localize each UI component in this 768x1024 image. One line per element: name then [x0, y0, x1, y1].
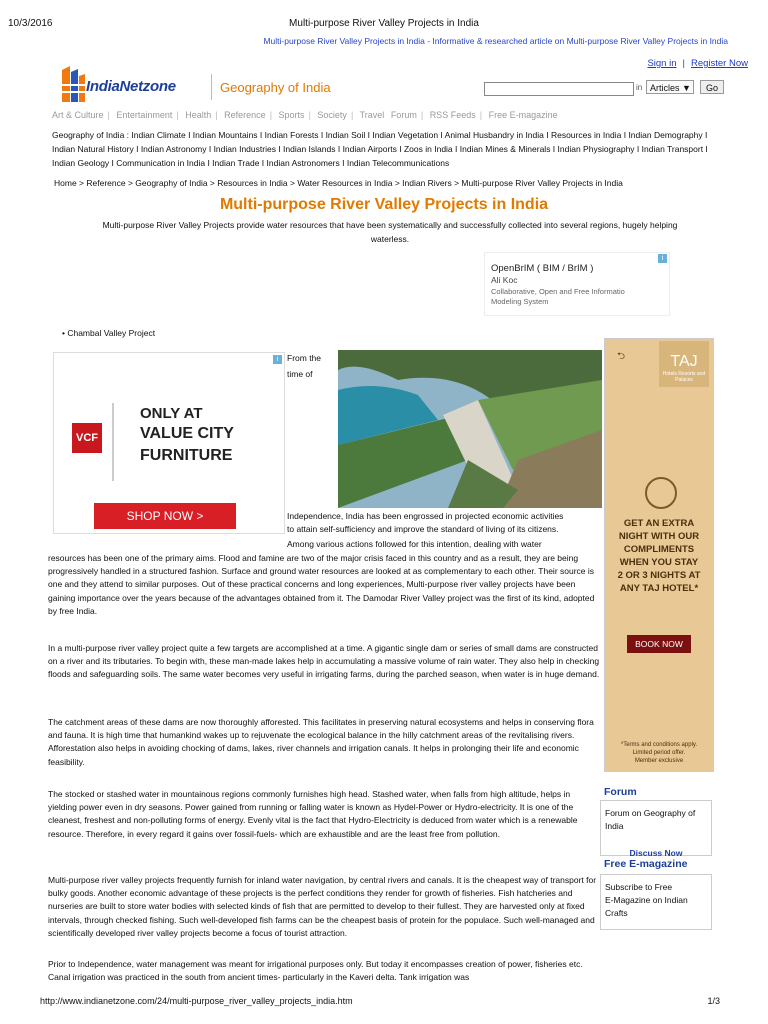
openbrim-ad-desc: Collaborative, Open and Free Informatio — [491, 287, 625, 296]
adchoices-icon[interactable]: i — [658, 254, 667, 263]
nav-travel[interactable]: Travel — [359, 110, 385, 120]
emagazine-text-2[interactable]: E-Magazine on Indian Crafts — [605, 895, 688, 918]
openbrim-ad-author: Ali Koc — [491, 275, 518, 285]
taj-offer-line: ANY TAJ HOTEL* — [619, 583, 699, 594]
article-paragraph-1: resources has been one of the primary aims. Flood and famine are two of the major crisis faced in this country and as a result, they are being progressively handled in a structured fashion. Surface and ground water resources are looked at as complementary to each other. Their source is one and they attend to similar purposes. Out of these practical concerns and long experiences, Multi-purpose river valley projects have been gaining importance over the years because of the advantages obtained from it. The Damodar River Valley project was the first of its kind, adopted by free India. — [48, 553, 595, 616]
vcf-divider — [112, 403, 114, 481]
taj-offer — [605, 517, 713, 595]
nav-art-culture[interactable]: Art & Culture — [52, 110, 104, 120]
article-title: Multi-purpose River Valley Projects in India — [219, 196, 549, 213]
main-nav: Art & Culture | Entertainment | Health | Reference | Sports | Society | Travel Forum | RSS Feeds | Free E-magazine — [52, 110, 558, 120]
vcf-ad[interactable] — [53, 352, 285, 534]
taj-terms-line: *Terms and conditions apply. — [620, 742, 698, 748]
openbrim-ad[interactable] — [484, 252, 670, 316]
openbrim-ad-desc-2: Modeling System — [491, 297, 549, 306]
vcf-line-2: VALUE CITY — [140, 425, 234, 442]
adchoices-icon[interactable]: i — [273, 355, 282, 364]
taj-terms — [605, 741, 713, 765]
openbrim-ad-title: OpenBrIM ( BIM / BrIM ) — [491, 263, 594, 274]
nav-rss-feeds[interactable]: RSS Feeds — [429, 110, 476, 120]
article-paragraph-4: The stocked or stashed water in mountainous regions commonly furnishes high head. Stashed water, when falls from high altitude, helps in yielding power even in dry seasons. Power gained from running or falling water is known as Hydel-Power or Hydro-electricity. It is one of the cleanest, freshest and non-polluting forms of energy. Evenly vital is the fact that Hydro-Electricity is deduced from water which is a renewable resource. Therefore, in every regard it gains over fossil-fuels- which are exhaustible and are the least free from pollution. — [48, 789, 578, 839]
signin-link[interactable]: Sign in — [647, 58, 677, 69]
nav-society[interactable]: Society — [317, 110, 347, 120]
emagazine-box — [600, 874, 712, 930]
vcf-line-3: FURNITURE — [140, 447, 233, 464]
print-title: Multi-purpose River Valley Projects in India — [289, 18, 479, 29]
vcf-shop-now-button[interactable]: SHOP NOW > — [94, 503, 236, 529]
intro-text-a: From the — [287, 353, 322, 363]
intro-text-d: to attain self-sufficiency and improve the standard of living of its citizens. — [287, 524, 559, 534]
intro-text-e: Among various actions followed for this intention, dealing with water — [287, 539, 542, 549]
intro-text-c: Independence, India has been engrossed in projected economic activities — [287, 511, 564, 521]
page-number: 1/3 — [707, 996, 720, 1006]
taj-terms-line: Limited period offer. — [632, 750, 686, 756]
taj-ad[interactable] — [604, 338, 714, 772]
nav-sports[interactable]: Sports — [278, 110, 305, 120]
taj-offer-line: NIGHT WITH OUR — [618, 531, 700, 542]
forum-box — [600, 800, 712, 856]
link-separator: | — [682, 58, 685, 69]
taj-brand: TAJ — [670, 353, 698, 370]
article-paragraph-3: The catchment areas of these dams are now thoroughly afforested. This facilitates in preserving natural ecosystems and helps in conserving flora and fauna. It is high time that humankind wakes up to rejuvenate the ecological balance in the hilly catchment areas of the revitalising rivers. Afforestation also helps in avoiding chocking of dams, lakes, river channels and irrigation canals. It helps in prolonging their life and economic feasibility. — [48, 717, 594, 767]
register-link[interactable]: Register Now — [690, 58, 748, 69]
forum-heading: Forum — [604, 786, 637, 798]
print-date: 10/3/2016 — [8, 18, 53, 29]
taj-offer-line: 2 OR 3 NIGHTS AT — [617, 570, 701, 581]
taj-emblem-icon — [645, 477, 677, 509]
emagazine-text-1[interactable]: Subscribe to Free — [605, 882, 673, 892]
taj-brand-sub: Hotels Resorts and Palaces — [662, 371, 706, 383]
taj-offer-line: GET AN EXTRA — [623, 518, 695, 529]
category-links[interactable]: Geography of India : Indian Climate I Indian Mountains I Indian Forests I Indian Soil I Indian Vegetation I Animal Husbandry in India I Resources in India I Indian Demography I Indian Natural History I Indian Astronomy I Indian Industries I Indian Islands I Indian Airports I Zoos in India I Indian Mines & Minerals I Indian Physiography I Indian Transport I Indian Geology I Communication in India I Indian Trade I Indian Astronomers I Indian Telecommunications — [52, 130, 708, 168]
article-paragraph-2: In a multi-purpose river valley project quite a few targets are accomplished at a time. A gigantic single dam or series of small dams are constructed on a river and its tributaries. To begin with, these man-made lakes help in accumulating a massive volume of rain water. They also help in checking floods and safeguarding soils. The same water becomes very useful in irrigating farms, during the parched season, when water is in huge demand. — [48, 643, 600, 680]
search-in-label: in — [636, 83, 643, 92]
taj-offer-line: WHEN YOU STAY — [619, 557, 699, 568]
article-paragraph-5: Multi-purpose river valley projects frequently furnish for inland water navigation, by central rivers and canals. It is the cheapest way of transport for bulky goods. Another economic advantage of these projects is the perfect conditions they render for growth of fisheries. Fish hatcheries and nurseries are built to store water bodies with selected kinds of fish that are permitted to develop to their fullest. They are harvested only at fixed intervals, through checked fishing. Such well-developed fish farms can be the cheapest basis of protein for the populace. Such well-managed and scientifically developed river valley projects become a focus of tourist attraction. — [48, 875, 597, 938]
account-links — [637, 58, 748, 69]
search-go-button[interactable]: Go — [700, 80, 724, 94]
breadcrumb[interactable]: Home > Reference > Geography of India > Resources in India > Water Resources in India > Indian Rivers > Multi-purpose River Valley Projects in India — [54, 178, 623, 188]
dam-photo — [338, 350, 602, 508]
nav-entertainment[interactable]: Entertainment — [116, 110, 173, 120]
article-paragraph-6: Prior to Independence, water management was meant for irrigational purposes only. But today it encompasses creation of power, fisheries etc. Canal irrigation was practiced in the south from ancient times- particularly in the Kaveri delta. Tank irrigation was — [48, 959, 583, 983]
vcf-line-1: ONLY AT — [140, 405, 203, 422]
footer-url: http://www.indianetzone.com/24/multi-purpose_river_valley_projects_india.htm — [40, 996, 353, 1006]
forum-text[interactable]: Forum on Geography of India — [605, 808, 696, 831]
logo-divider — [211, 74, 212, 100]
nav-reference[interactable]: Reference — [224, 110, 266, 120]
taj-book-now-button[interactable]: BOOK NOW — [627, 635, 691, 653]
search-input[interactable] — [484, 82, 634, 96]
search-scope-select[interactable]: Articles ▼ — [646, 80, 694, 94]
article-lead: Multi-purpose River Valley Projects provide water resources that have been systematically and successfully collected into several regions, hugely helping waterless. — [102, 220, 678, 244]
intro-text-b: time of — [287, 369, 313, 379]
nav-forum[interactable]: Forum — [390, 110, 417, 120]
nav-health[interactable]: Health — [185, 110, 212, 120]
page-subtitle[interactable]: Multi-purpose River Valley Projects in India - Informative & researched article on Multi-purpose River Valley Projects in India — [263, 36, 728, 46]
back-icon[interactable]: ⮌ — [617, 351, 626, 362]
taj-terms-line: Member exclusive — [634, 758, 684, 764]
taj-offer-line: COMPLIMENTS — [623, 544, 695, 555]
discuss-now-link[interactable]: Discuss Now — [629, 848, 683, 858]
vcf-logo: VCF — [72, 423, 102, 453]
chambal-link[interactable]: • Chambal Valley Project — [62, 328, 156, 338]
nav-free-emagazine[interactable]: Free E-magazine — [488, 110, 558, 120]
emagazine-heading: Free E-magazine — [604, 858, 688, 870]
logo-emblem-icon — [58, 62, 88, 106]
section-title[interactable]: Geography of India — [220, 80, 331, 95]
taj-brand-block — [659, 341, 709, 387]
logo-text: IndiaNetzone — [86, 78, 176, 95]
